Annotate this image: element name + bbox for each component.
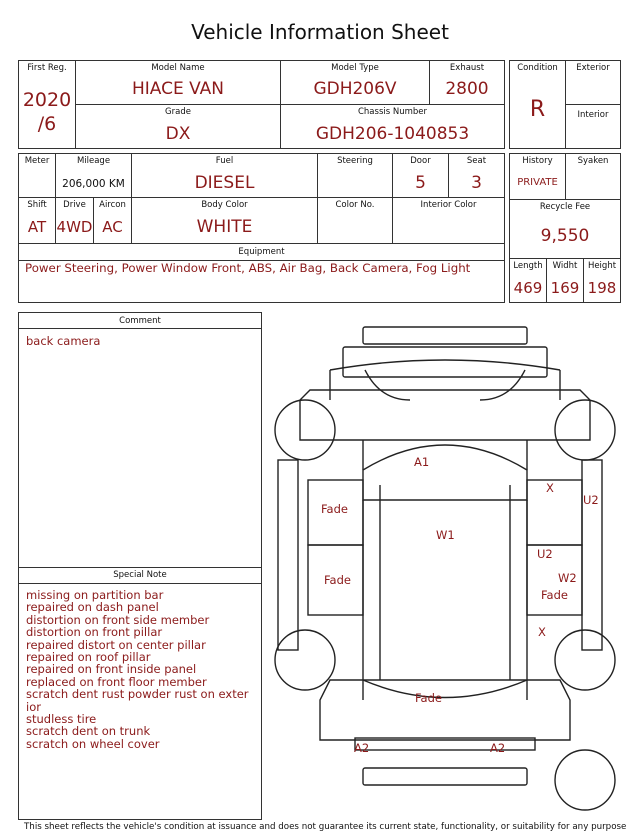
mark-w2: W2: [558, 571, 577, 585]
comment-divider: [19, 328, 261, 329]
special-note-item: repaired on front inside panel: [26, 662, 197, 677]
drive-label: Drive: [63, 200, 86, 210]
first-reg-cell: [18, 60, 76, 149]
model-name-value: HIACE VAN: [131, 79, 225, 99]
right-front-door: [527, 480, 582, 545]
chassis-value: GDH206-1040853: [315, 124, 470, 144]
interior-color-label: Interior Color: [420, 200, 477, 210]
shift-cell: [18, 197, 56, 244]
equipment-value: Power Steering, Power Window Front, ABS, Air Bag, Back Camera, Fog Light: [25, 261, 471, 275]
body-color-cell: [131, 197, 318, 244]
exhaust-label: Exhaust: [449, 63, 485, 73]
spare-wheel: [555, 750, 615, 810]
fuel-label: Fuel: [215, 156, 234, 166]
mark-x-bottom: X: [538, 625, 546, 639]
mileage-cell: [55, 153, 132, 198]
history-label: History: [522, 156, 553, 166]
mark-x-top: X: [546, 481, 554, 495]
grade-value: DX: [165, 124, 191, 144]
interior-color-cell: [392, 197, 505, 244]
width-label: Widht: [552, 261, 578, 271]
interior-cell: [565, 104, 621, 149]
special-note-item: scratch on wheel cover: [26, 736, 160, 751]
page-title: Vehicle Information Sheet: [191, 20, 449, 44]
drive-value: 4WD: [56, 218, 93, 236]
body-color-value: WHITE: [196, 217, 253, 237]
syaken-cell: [565, 153, 621, 200]
special-note-item: scratch dent rust powder rust on exter: [26, 687, 249, 702]
front-bumper-outline: [363, 327, 527, 344]
front-body-outline: [300, 390, 590, 440]
first-reg-year: 2020: [22, 89, 72, 111]
door-cell: [392, 153, 449, 198]
special-note-divider: [19, 583, 261, 584]
special-note-item: scratch dent on trunk: [26, 724, 151, 739]
condition-cell: [509, 60, 566, 149]
aircon-value: AC: [102, 218, 123, 236]
color-no-label: Color No.: [335, 200, 375, 210]
comment-box: [18, 312, 262, 820]
special-note-item: distortion on front pillar: [26, 625, 163, 640]
chassis-label: Chassis Number: [357, 107, 428, 117]
exterior-label: Exterior: [576, 63, 610, 73]
equipment-label: Equipment: [238, 247, 285, 257]
exhaust-cell: [429, 60, 505, 105]
chassis-cell: [280, 104, 505, 149]
rear-window-curve: [363, 680, 527, 698]
wheel-front-left: [275, 400, 335, 460]
aircon-label: Aircon: [99, 200, 126, 210]
windshield-outline: [363, 445, 527, 500]
special-note-item: ior: [26, 699, 41, 714]
vehicle-damage-diagram: [270, 320, 630, 820]
height-cell: [583, 258, 621, 303]
width-cell: [546, 258, 584, 303]
fuel-cell: [131, 153, 318, 198]
mark-u2-mid: U2: [537, 547, 553, 561]
special-note-item: repaired on roof pillar: [26, 650, 151, 665]
recycle-fee-value: 9,550: [540, 226, 590, 246]
mark-a2-right: A2: [490, 741, 506, 755]
mark-fade-rear: Fade: [415, 691, 442, 705]
hood-curve: [330, 360, 560, 370]
meter-cell: [18, 153, 56, 198]
wheel-rear-left: [275, 630, 335, 690]
drive-cell: [55, 197, 94, 244]
recycle-fee-cell: [509, 199, 621, 259]
seat-cell: [448, 153, 505, 198]
model-name-label: Model Name: [151, 63, 205, 73]
special-note-list: [26, 589, 258, 750]
special-note-label: Special Note: [113, 570, 167, 580]
rear-body-outline: [320, 680, 570, 740]
wheel-rear-right: [555, 630, 615, 690]
height-value: 198: [587, 279, 617, 297]
special-note-item: replaced on front floor member: [26, 674, 207, 689]
aircon-cell: [93, 197, 132, 244]
length-label: Length: [513, 261, 543, 271]
seat-label: Seat: [466, 156, 487, 166]
exhaust-value: 2800: [445, 79, 489, 99]
steering-label: Steering: [337, 156, 373, 166]
history-cell: [509, 153, 566, 200]
footer-disclaimer: This sheet reflects the vehicle's condition at issuance and does not guarantee its current state, functionality, or suitability for any purpose: [24, 822, 627, 832]
grade-label: Grade: [165, 107, 191, 117]
mark-u2-top: U2: [583, 493, 599, 507]
first-reg-month: /6: [37, 113, 57, 135]
length-cell: [509, 258, 547, 303]
width-value: 169: [550, 279, 580, 297]
fuel-value: DIESEL: [194, 173, 255, 193]
condition-value: R: [529, 97, 546, 122]
mark-fade-left-mid: Fade: [324, 573, 351, 587]
meter-label: Meter: [24, 156, 50, 166]
seat-value: 3: [471, 173, 482, 193]
roof-inner-lines: [380, 485, 510, 680]
wheel-front-right: [555, 400, 615, 460]
grade-cell: [75, 104, 281, 149]
body-color-label: Body Color: [201, 200, 248, 210]
height-label: Height: [587, 261, 617, 271]
mark-a1: A1: [414, 455, 430, 469]
special-note-item: missing on partition bar: [26, 588, 164, 602]
model-type-label: Model Type: [331, 63, 379, 73]
right-step-panel: [582, 460, 602, 650]
equipment-cell: [18, 243, 505, 303]
special-note-item: repaired on dash panel: [26, 600, 159, 615]
rear-step-outline: [363, 768, 527, 785]
door-label: Door: [410, 156, 431, 166]
steering-cell: [317, 153, 393, 198]
model-name-cell: [75, 60, 281, 105]
door-value: 5: [415, 173, 426, 193]
comment-label: Comment: [119, 316, 161, 326]
special-note-item: distortion on front side member: [26, 612, 210, 627]
first-reg-label: First Reg.: [27, 63, 67, 73]
mark-a2-left: A2: [354, 741, 370, 755]
condition-label: Condition: [517, 63, 558, 73]
syaken-label: Syaken: [577, 156, 609, 166]
left-step-panel: [278, 460, 298, 650]
color-no-cell: [317, 197, 393, 244]
mark-w1: W1: [436, 528, 455, 542]
exterior-cell: [565, 60, 621, 105]
recycle-fee-label: Recycle Fee: [539, 202, 591, 212]
special-note-item: studless tire: [26, 712, 97, 727]
model-type-value: GDH206V: [313, 79, 397, 99]
interior-label: Interior: [577, 110, 609, 120]
comment-text: back camera: [26, 334, 101, 348]
mileage-label: Mileage: [76, 156, 111, 166]
history-value: PRIVATE: [517, 177, 558, 188]
headlight-curves: [365, 370, 525, 400]
mileage-value: 206,000 KM: [62, 178, 125, 190]
model-type-cell: [280, 60, 430, 105]
special-note-item: repaired distort on center pillar: [26, 637, 206, 652]
length-value: 469: [513, 279, 543, 297]
special-note-divider-top: [19, 567, 261, 568]
mark-fade-left-top: Fade: [321, 502, 348, 516]
mark-fade-right: Fade: [541, 588, 568, 602]
shift-label: Shift: [27, 200, 47, 210]
front-grille-outline: [343, 347, 547, 377]
front-pillars: [330, 370, 560, 400]
shift-value: AT: [27, 218, 47, 236]
